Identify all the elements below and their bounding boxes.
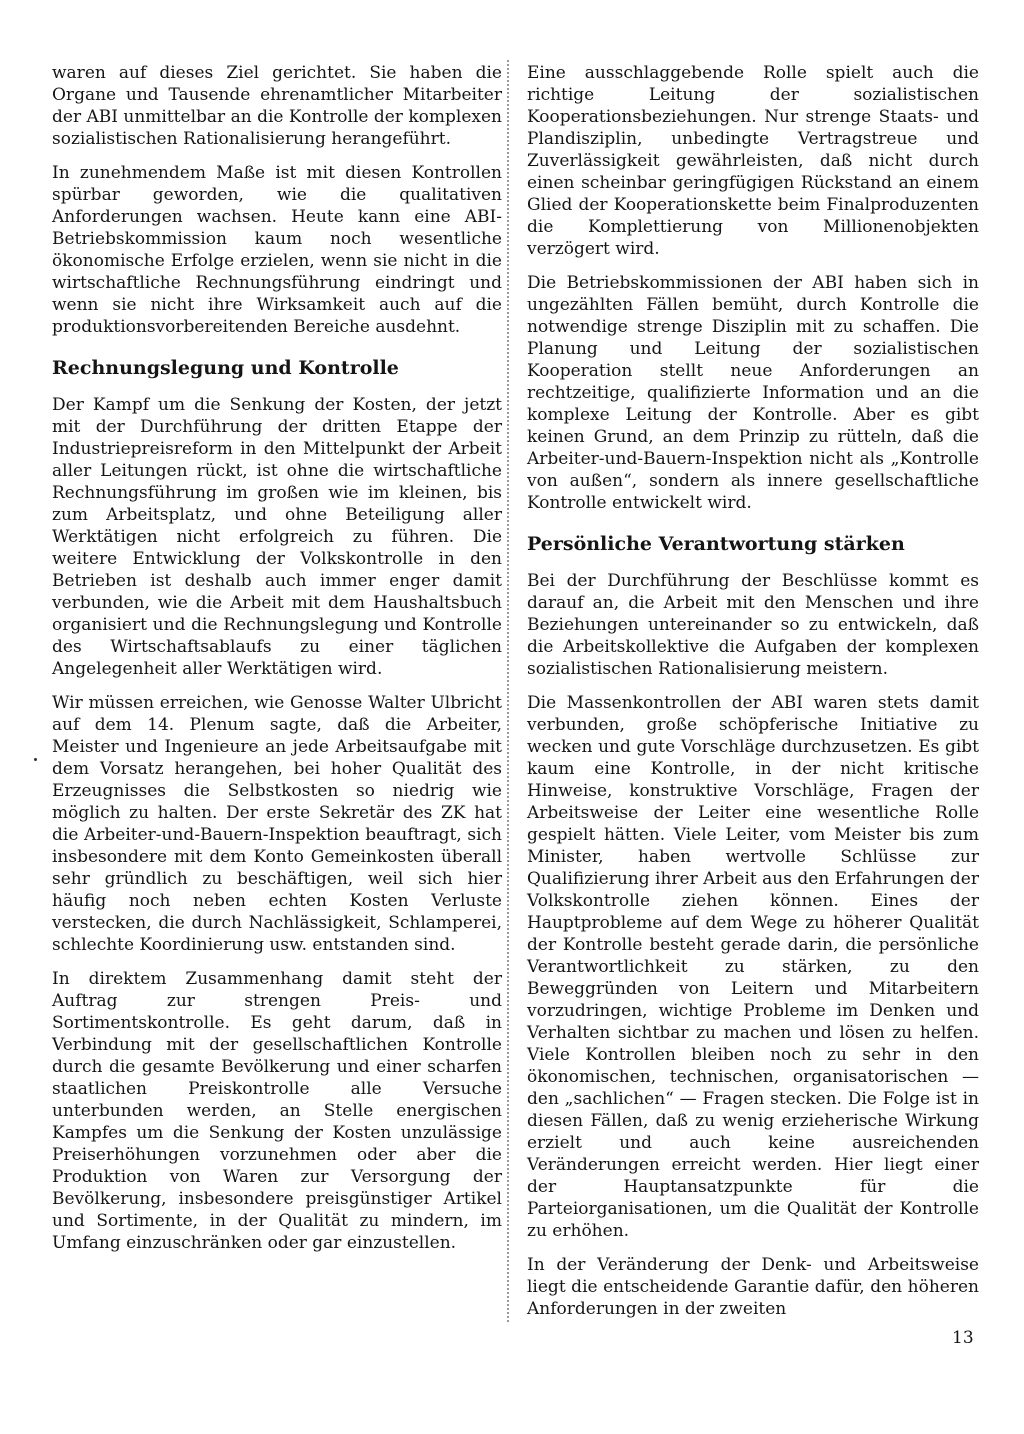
right-column (527, 58, 979, 1332)
paragraph: In zunehmendem Maße ist mit diesen Kontrollen spürbar geworden, wie die qualitativen Anforderungen wachsen. Heute kann eine ABI-Betriebskommission kaum noch wesentliche ökonomische Erfolge erzielen, wenn sie nicht in die wirtschaftliche Rechnungsführung eindringt und wenn sie nicht ihre Wirksamkeit auch auf die produktionsvorbereitenden Bereiche ausdehnt. (52, 163, 502, 337)
paragraph: In der Veränderung der Denk- und Arbeitsweise liegt die entscheidende Garantie dafür, den höheren Anforderungen in der zweiten (527, 1255, 979, 1319)
margin-mark (34, 758, 37, 761)
paragraph: waren auf dieses Ziel gerichtet. Sie haben die Organe und Tausende ehrenamtlicher Mitarbeiter der ABI unmittelbar an die Kontrolle der komplexen sozialistischen Rationalisierung herangeführt. (52, 63, 502, 149)
left-column (52, 58, 502, 1266)
paragraph: Eine ausschlaggebende Rolle spielt auch die richtige Leitung der sozialistischen Kooperationsbeziehungen. Nur strenge Staats- und Plandisziplin, unbedingte Vertragstreue und Zuverlässigkeit gewährleisten, daß nicht durch einen scheinbar geringfügigen Rückstand an einem Glied der Kooperationskette beim Finalproduzenten die Komplettierung von Millionenobjekten verzögert wird. (527, 63, 979, 259)
column-divider (507, 60, 509, 1322)
section-heading: Rechnungslegung und Kontrolle (52, 357, 399, 379)
paragraph: Wir müssen erreichen, wie Genosse Walter Ulbricht auf dem 14. Plenum sagte, daß die Arbeiter, Meister und Ingenieure an jede Arbeitsaufgabe mit dem Vorsatz herangehen, bei hoher Qualität des Erzeugnisses die Selbstkosten so niedrig wie möglich zu halten. Der erste Sekretär des ZK hat die Arbeiter-und-Bauern-Inspektion beauftragt, sich insbesondere mit dem Konto Gemeinkosten überall sehr gründlich zu beschäftigen, weil sich hier häufig noch neben echten Kosten Verluste verstecken, die durch Nachlässigkeit, Schlamperei, schlechte Koordinierung usw. entstanden sind. (52, 693, 502, 955)
paragraph: Die Massenkontrollen der ABI waren stets damit verbunden, große schöpferische Initiative zu wecken und gute Vorschläge durchzusetzen. Es gibt kaum eine Kontrolle, in der nicht kritische Hinweise, konstruktive Vorschläge, Fragen der Arbeitsweise der Leiter eine wesentliche Rolle gespielt hätten. Viele Leiter, vom Meister bis zum Minister, haben wertvolle Schlüsse zur Qualifizierung ihrer Arbeit aus den Erfahrungen der Volkskontrolle ziehen können. Eines der Hauptprobleme auf dem Wege zu höherer Qualität der Kontrolle besteht gerade darin, die persönliche Verantwortlichkeit zu stärken, zu den Beweggründen von Leitern und Mitarbeitern vorzudringen, wichtige Probleme im Denken und Verhalten sichtbar zu machen und lösen zu helfen. Viele Kontrollen bleiben noch zu sehr in den ökonomischen, technischen, organisatorischen — den „sachlichen“ — Fragen stecken. Die Folge ist in diesen Fällen, daß zu wenig erzieherische Wirkung erzielt und auch keine ausreichenden Veränderungen erreicht werden. Hier liegt einer der Hauptansatzpunkte für die Parteiorganisationen, um die Qualität der Kontrolle zu erhöhen. (527, 693, 979, 1241)
paragraph: Die Betriebskommissionen der ABI haben sich in ungezählten Fällen bemüht, durch Kontrolle die notwendige strenge Disziplin mit zu schaffen. Die Planung und Leitung der sozialistischen Kooperation stellt neue Anforderungen an rechtzeitige, qualifizierte Information und an die komplexe Leitung der Kontrolle. Aber es gibt keinen Grund, an dem Prinzip zu rütteln, daß die Arbeiter-und-Bauern-Inspektion nicht als „Kontrolle von außen“, sondern als innere gesellschaftliche Kontrolle entwickelt wird. (527, 273, 979, 513)
page-number: 13 (952, 1328, 974, 1348)
paragraph: Der Kampf um die Senkung der Kosten, der jetzt mit der Durchführung der dritten Etappe der Industriepreisreform in den Mittelpunkt der Arbeit aller Leitungen rückt, ist ohne die wirtschaftliche Rechnungsführung im großen wie im kleinen, bis zum Arbeitsplatz, und ohne Beteiligung aller Werktätigen nicht erfolgreich zu führen. Die weitere Entwicklung der Volkskontrolle in den Betrieben ist deshalb auch immer enger damit verbunden, wie die Arbeit mit dem Haushaltsbuch organisiert und die Rechnungslegung und Kontrolle des Wirtschaftsablaufs zu einer täglichen Angelegenheit aller Werktätigen wird. (52, 395, 502, 679)
paragraph: Bei der Durchführung der Beschlüsse kommt es darauf an, die Arbeit mit den Menschen und ihre Beziehungen untereinander so zu entwickeln, daß die Arbeitskollektive die Aufgaben der komplexen sozialistischen Rationalisierung meistern. (527, 571, 979, 679)
section-heading: Persönliche Verantwortung stärken (527, 533, 905, 555)
paragraph: In direktem Zusammenhang damit steht der Auftrag zur strengen Preis- und Sortimentskontrolle. Es geht darum, daß in Verbindung mit der gesellschaftlichen Kontrolle durch die gesamte Bevölkerung und einer scharfen staatlichen Preiskontrolle alle Versuche unterbunden werden, an Stelle energischen Kampfes um die Senkung der Kosten unzulässige Preiserhöhungen vorzunehmen oder aber die Produktion von Waren zur Versorgung der Bevölkerung, insbesondere preisgünstiger Artikel und Sortimente, in der Qualität zu mindern, im Umfang einzuschränken oder gar einzustellen. (52, 969, 502, 1253)
